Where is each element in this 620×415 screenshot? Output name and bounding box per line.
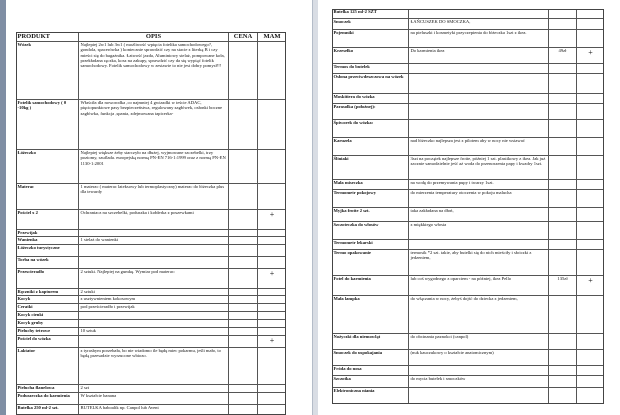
table-row (16, 269, 286, 289)
table-row (16, 257, 286, 269)
product-price (228, 257, 257, 268)
product-price (228, 385, 257, 392)
have-mark (576, 190, 604, 207)
have-mark (576, 388, 604, 403)
product-description: nad łóżeczko najlepsza jest z pilotem aby w nocy nie wstawać (408, 138, 548, 155)
product-name: Śliniaki (333, 156, 349, 161)
product-description: 2 sztuki. Najlepiej na gumkę. Wymiar pod materac: (78, 269, 228, 288)
product-description: do obcinania paznokci (canpol) (408, 334, 548, 349)
product-name: Ceratki (17, 304, 33, 309)
product-name: Laktator (17, 348, 36, 353)
product-name: Smoczek do uspokajania (333, 350, 382, 355)
table-row (16, 184, 286, 210)
table-row (16, 328, 286, 336)
product-name: Materac (17, 184, 35, 189)
table-row (332, 180, 604, 190)
have-mark (576, 64, 604, 73)
product-price (228, 320, 257, 327)
have-mark: + (257, 269, 286, 288)
product-description: 1 materac ( materac lateksowy lub termoplastyczny) materac do łóżeczka plus dla tewardy (78, 184, 228, 209)
table-row (332, 30, 604, 48)
product-description: termosik *2 szt. takie, aby butelki się do nich mieściły i słoiczki z jedzeniem, (408, 250, 548, 275)
product-name: Nożyczki dla niemowląt (333, 334, 381, 339)
product-description (408, 64, 548, 73)
product-price (548, 250, 576, 275)
table-row (332, 190, 604, 208)
have-mark (257, 42, 286, 99)
product-table-left (6, 0, 312, 415)
have-mark (257, 230, 286, 236)
product-description: na pieluszki i kosmetyki przyczepienia do łóżeczka 1szt z ikea. (408, 30, 548, 47)
product-price (548, 120, 576, 137)
table-row (16, 245, 286, 257)
product-price (228, 312, 257, 319)
product-price (548, 19, 576, 29)
table-row (16, 150, 286, 184)
product-description: z tyrasbym porzebała, bo nie wiadomo ile będę miec pokarmu, jeśli mało, to będą przesadzie wyrzucone wbiozo. (78, 348, 228, 384)
product-price (228, 42, 257, 99)
product-description: z miękkiego włosia (408, 222, 548, 239)
product-description: taka zakładana na dłoń, (408, 208, 548, 221)
have-mark (576, 366, 604, 375)
product-description (408, 240, 548, 249)
product-name: Wanienka (17, 237, 38, 242)
product-price (548, 296, 576, 333)
have-mark (576, 208, 604, 221)
product-price (548, 74, 576, 93)
have-mark (257, 348, 286, 384)
have-mark (576, 334, 604, 349)
product-price (548, 9, 576, 18)
table-row (332, 64, 604, 74)
table-row (16, 304, 286, 312)
product-name: Szczoteczka do włosów (333, 222, 379, 227)
product-description: BUTELKA baboalik np. Canpol lub Avent (78, 405, 228, 414)
product-name: Pielucha flanelowa (17, 385, 55, 390)
table-row (332, 104, 604, 120)
product-description (408, 74, 548, 93)
product-price (228, 296, 257, 303)
product-name: Poduszeczka do karmienia (17, 393, 70, 398)
product-name: Kocyk gruby (17, 320, 44, 325)
have-mark (576, 30, 604, 47)
product-price (548, 350, 576, 365)
product-name: Termo opakowanie (333, 250, 371, 255)
product-description: z usztywnieniem kokosowym (78, 296, 228, 303)
product-price (228, 405, 257, 414)
product-name: Termos do butelek (333, 64, 370, 69)
product-name: Smoczek (333, 19, 351, 24)
product-description (78, 245, 228, 256)
have-mark (257, 150, 286, 183)
product-description (78, 320, 228, 327)
table-row (332, 138, 604, 156)
product-price (548, 240, 576, 249)
product-price (548, 222, 576, 239)
product-name: Termometr lekarski (333, 240, 373, 245)
product-price (548, 376, 576, 387)
table-row (332, 120, 604, 138)
have-mark (576, 120, 604, 137)
product-name: Butelka 250 ml-2 szt. (17, 405, 59, 410)
have-mark (257, 405, 286, 414)
table-row (332, 9, 604, 19)
product-description: W kształcie banana (78, 393, 228, 404)
have-mark (257, 320, 286, 327)
have-mark: + (576, 48, 604, 63)
product-name: Mała miseczka (333, 180, 363, 185)
product-description: do mierzenia temperatury otoczenia w pokoju malucha (408, 190, 548, 207)
product-description: na wodę do przemywania pupy i twarzy 1szt. (408, 180, 548, 189)
product-price (228, 237, 257, 244)
have-mark (576, 9, 604, 18)
product-description: pod prześcieradło i przewijak (78, 304, 228, 311)
product-table-right (318, 0, 620, 415)
table-row (332, 156, 604, 180)
have-mark (257, 304, 286, 311)
product-description (408, 388, 548, 403)
product-description: 2 sztuki (78, 289, 228, 295)
have-mark (576, 180, 604, 189)
column-header: OPIS (78, 32, 228, 41)
product-price (548, 334, 576, 349)
have-mark (576, 104, 604, 119)
have-mark (576, 250, 604, 275)
product-description: 10 sztuk (78, 328, 228, 335)
table-row (332, 19, 604, 30)
table-row (332, 208, 604, 222)
table-row (332, 276, 604, 296)
column-header: MAM (257, 32, 286, 41)
have-mark (257, 245, 286, 256)
product-description: Najlepiej większe żeby starczyło na dłużej, wyjmowane szczebelki, trzy poziomy, szuflada. europejską normą PN-EN 716-1:1999 oraz z normą PN-EN 1130-1:2001 (78, 150, 228, 183)
have-mark (257, 385, 286, 392)
product-price: 135zł (548, 276, 576, 295)
product-name: Elektroniczna niania (333, 388, 375, 393)
product-description (408, 94, 548, 103)
product-name: Szczotka (333, 376, 351, 381)
have-mark: + (257, 210, 286, 229)
product-name: Kocyk (17, 296, 31, 301)
product-description: 2 szt (78, 385, 228, 392)
product-name: Pościel do wózka (17, 336, 51, 341)
product-description: lub coś wygodnego z oparciem - na później, ikea Pello (408, 276, 548, 295)
table-row (16, 230, 286, 237)
table-row (16, 210, 286, 230)
table-row (16, 405, 286, 415)
have-mark (257, 289, 286, 295)
have-mark (576, 156, 604, 179)
product-price (548, 208, 576, 221)
product-description: Właściła dla noworodka ,co najmniej 4 gwiazdki w teście ADAC, pięciopunktowe pasy bezpieczeństwa, regulowany zagłówek, osłonki boczne zagłówka, funkcja ,spania, zdejmowana tapicerka- (78, 100, 228, 149)
table-row (16, 296, 286, 304)
have-mark (576, 296, 604, 333)
product-name: Śpiworek do wózka: (333, 120, 374, 125)
table-row (332, 334, 604, 350)
product-name: Termometr pokojowy (333, 190, 376, 195)
product-name: Mała lampka (333, 296, 360, 301)
product-description (78, 257, 228, 268)
product-price (548, 190, 576, 207)
product-name: Wózek (17, 42, 32, 47)
product-description: 3szt na początek najlepsze frotte, później 1 szt. plastikowy z ikea. Jak już zacznie samodzielnie jeść aż woda do przenoszenia papy i kwadry 1szt. (408, 156, 548, 179)
document-page-left (6, 0, 312, 415)
product-name: Łóżeczko (17, 150, 36, 155)
table-header-row (16, 32, 286, 42)
table-row (16, 42, 286, 100)
product-name: Pieluchy tetrowe (17, 328, 51, 333)
product-name: Przescieradło (17, 269, 45, 274)
have-mark (257, 393, 286, 404)
product-price: 49zł (548, 48, 576, 63)
product-price (228, 184, 257, 209)
product-price (548, 64, 576, 73)
table-row (332, 388, 604, 404)
product-price (548, 138, 576, 155)
product-price (548, 94, 576, 103)
table-row (16, 336, 286, 348)
table-row (16, 385, 286, 393)
product-price (548, 30, 576, 47)
table-row (332, 376, 604, 388)
product-name: Torba na wózek (17, 257, 49, 262)
have-mark (576, 138, 604, 155)
product-name: Pojemniki (333, 30, 354, 35)
product-price (548, 156, 576, 179)
product-name: Karuzela (333, 138, 352, 143)
table-row (332, 366, 604, 376)
product-description: Ochraniacz na szczebelki, poduszka i kołderka z poszewkami (78, 210, 228, 229)
have-mark (576, 19, 604, 29)
have-mark (257, 237, 286, 244)
product-price (228, 230, 257, 236)
product-price (548, 388, 576, 403)
product-description (78, 230, 228, 236)
product-price (228, 328, 257, 335)
product-name: Myjka frotte 2 szt. (333, 208, 370, 213)
product-price (228, 245, 257, 256)
table-row (16, 320, 286, 328)
product-price (228, 289, 257, 295)
have-mark (576, 94, 604, 103)
product-name: Kocyk cienki (17, 312, 44, 317)
table-row (332, 250, 604, 276)
have-mark (576, 350, 604, 365)
product-name: Moskitiera do wózka (333, 94, 375, 99)
have-mark (257, 100, 286, 149)
product-description: Do karmienia ikea (408, 48, 548, 63)
table-row (332, 48, 604, 64)
document-page-right (318, 0, 620, 415)
product-description (408, 104, 548, 119)
product-price (548, 180, 576, 189)
product-name: Przewijak (17, 230, 38, 235)
product-price (228, 210, 257, 229)
table-row (332, 222, 604, 240)
have-mark: + (257, 336, 286, 347)
product-price (228, 269, 257, 288)
have-mark (257, 312, 286, 319)
product-description (408, 9, 548, 18)
product-description (78, 312, 228, 319)
have-mark (576, 376, 604, 387)
product-name: Fróda do nosa (333, 366, 362, 371)
table-row (16, 100, 286, 150)
have-mark (257, 184, 286, 209)
product-description (408, 120, 548, 137)
product-price (228, 348, 257, 384)
table-row (332, 240, 604, 250)
have-mark (257, 257, 286, 268)
column-header: CENA (228, 32, 257, 41)
product-name: Fotel do karmienia (333, 276, 371, 281)
product-price (548, 366, 576, 375)
have-mark (576, 74, 604, 93)
table-row (16, 289, 286, 296)
product-price (228, 336, 257, 347)
product-price (228, 150, 257, 183)
table-row (332, 296, 604, 334)
product-name: Osłona przeciwdeszczowa na wózek (333, 74, 404, 79)
table-row (16, 312, 286, 320)
product-description: (nuk kauczukowy o kształcie anatomicznym) (408, 350, 548, 365)
product-price (228, 393, 257, 404)
have-mark (257, 328, 286, 335)
product-description: 1 stelaż do wanienki (78, 237, 228, 244)
product-description: Najlepiej 2w1 lub 3w1 ( możliwość wpięcia fotelika samochodowego?, gondola, spacerówka ) koniecznie sprawdzić czy na stacie z literką B i czy mieści się do bagażnika. Łatwość jazda, Aluminiowy stelaż, pompowane koła, przekładana rączka, kosz na zakupy, sprawdzić czy da się wypiąć fotelik samochodowy. Fotelik samochodowy w zestawie to nie jest dobry pomysł!!! (78, 42, 228, 99)
product-description: do mycia butelek i smoczków (408, 376, 548, 387)
table-row (332, 74, 604, 94)
product-name: Pościel x 2 (17, 210, 38, 215)
have-mark (576, 222, 604, 239)
product-name: Fotelik samochodowy ( 0 -10kg ) (17, 100, 67, 111)
column-header: PRODUKT (17, 33, 50, 40)
have-mark (576, 240, 604, 249)
table-row (16, 348, 286, 385)
product-name: Krzesełko (333, 48, 354, 53)
product-description: do włączania w nocy, żebyś dojść do dziecka z jedzeniem, (408, 296, 548, 333)
table-row (332, 350, 604, 366)
have-mark: + (576, 276, 604, 295)
product-description: ŁAŃCUSZEK DO SMOCZKA, (408, 19, 548, 29)
product-name: Łóżeczko turystyczne (17, 245, 60, 250)
product-description (78, 336, 228, 347)
product-price (228, 100, 257, 149)
table-row (16, 393, 286, 405)
table-row (332, 94, 604, 104)
table-row (16, 237, 286, 245)
product-name: Butelka 125 ml-2 SZT (333, 9, 377, 14)
product-price (548, 104, 576, 119)
product-name: Parasolka (położnej): (333, 104, 376, 109)
product-name: Ręczniki z kapturem (17, 289, 59, 294)
product-description (408, 366, 548, 375)
product-price (228, 304, 257, 311)
have-mark (257, 296, 286, 303)
